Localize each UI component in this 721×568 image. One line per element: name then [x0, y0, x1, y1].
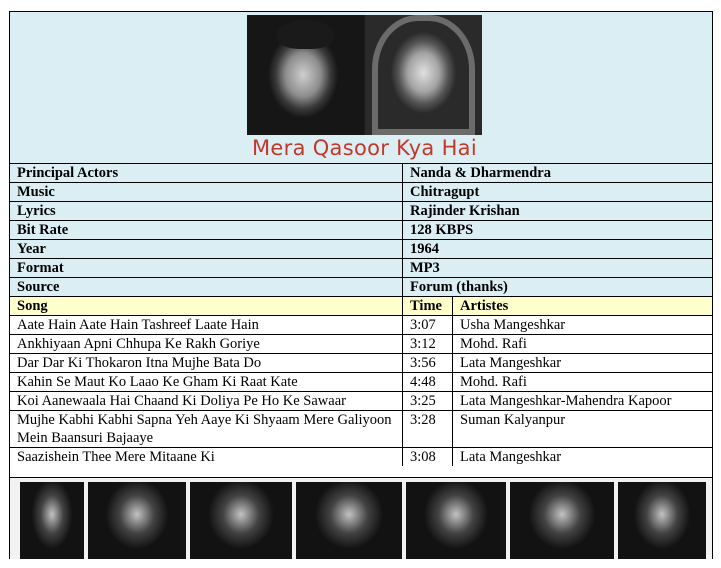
info-label: Format [10, 259, 403, 277]
song-time: 4:48 [403, 373, 453, 391]
song-row [10, 315, 712, 334]
info-row-music [10, 182, 712, 201]
song-row [10, 353, 712, 372]
song-time: 3:56 [403, 354, 453, 372]
info-value: MP3 [410, 260, 440, 276]
songs-header-row [10, 296, 712, 315]
song-title: Saazishein Thee Mere Mitaane Ki [10, 448, 403, 466]
song-row [10, 410, 712, 447]
actress-portrait [365, 15, 482, 135]
film-still [406, 482, 506, 559]
artistes-column-header: Artistes [460, 298, 509, 314]
song-artistes: Lata Mangeshkar [460, 449, 562, 465]
film-stills-strip [10, 477, 712, 559]
poster-header [10, 12, 712, 163]
song-title: Dar Dar Ki Thokaron Itna Mujhe Bata Do [10, 354, 403, 372]
song-info-sheet [9, 11, 713, 559]
info-label: Principal Actors [10, 164, 403, 182]
song-time: 3:25 [403, 392, 453, 410]
song-title: Ankhiyaan Apni Chhupa Ke Rakh Goriye [10, 335, 403, 353]
song-column-header: Song [10, 297, 403, 315]
film-still [190, 482, 292, 559]
info-value: 128 KBPS [410, 222, 474, 238]
info-value: Rajinder Krishan [410, 203, 520, 219]
info-label: Year [10, 240, 403, 258]
song-artistes: Usha Mangeshkar [460, 317, 566, 333]
film-still [20, 482, 84, 559]
song-row [10, 447, 712, 466]
info-label: Source [10, 278, 403, 296]
song-artistes: Mohd. Rafi [460, 374, 527, 390]
info-row-format [10, 258, 712, 277]
song-title: Mujhe Kabhi Kabhi Sapna Yeh Aaye Ki Shyaam Mere Galiyoon Mein Baansuri Bajaaye [10, 411, 403, 447]
info-value: 1964 [410, 241, 439, 257]
song-artistes: Lata Mangeshkar-Mahendra Kapoor [460, 393, 672, 409]
time-column-header: Time [403, 297, 453, 315]
song-artistes: Lata Mangeshkar [460, 355, 562, 371]
info-row-source [10, 277, 712, 296]
film-still [88, 482, 186, 559]
poster-title: Mera Qasoor Kya Hai [252, 136, 477, 160]
song-title: Aate Hain Aate Hain Tashreef Laate Hain [10, 316, 403, 334]
song-time: 3:12 [403, 335, 453, 353]
info-row-year [10, 239, 712, 258]
song-time: 3:07 [403, 316, 453, 334]
song-row [10, 334, 712, 353]
film-still [510, 482, 614, 559]
info-label: Lyrics [10, 202, 403, 220]
song-title: Koi Aanewaala Hai Chaand Ki Doliya Pe Ho Ke Sawaar [10, 392, 403, 410]
song-artistes: Suman Kalyanpur [460, 412, 566, 428]
film-still [296, 482, 402, 559]
actor-portrait [247, 15, 364, 135]
info-value: Nanda & Dharmendra [410, 165, 551, 181]
song-row [10, 372, 712, 391]
info-row-actors [10, 163, 712, 182]
info-value: Chitragupt [410, 184, 480, 200]
info-label: Bit Rate [10, 221, 403, 239]
info-row-bitrate [10, 220, 712, 239]
info-row-lyrics [10, 201, 712, 220]
song-time: 3:08 [403, 448, 453, 466]
film-still [618, 482, 706, 559]
song-artistes: Mohd. Rafi [460, 336, 527, 352]
poster-image [247, 15, 482, 135]
song-time: 3:28 [403, 411, 453, 447]
info-value: Forum (thanks) [410, 279, 508, 295]
song-row [10, 391, 712, 410]
info-label: Music [10, 183, 403, 201]
song-title: Kahin Se Maut Ko Laao Ke Gham Ki Raat Kate [10, 373, 403, 391]
